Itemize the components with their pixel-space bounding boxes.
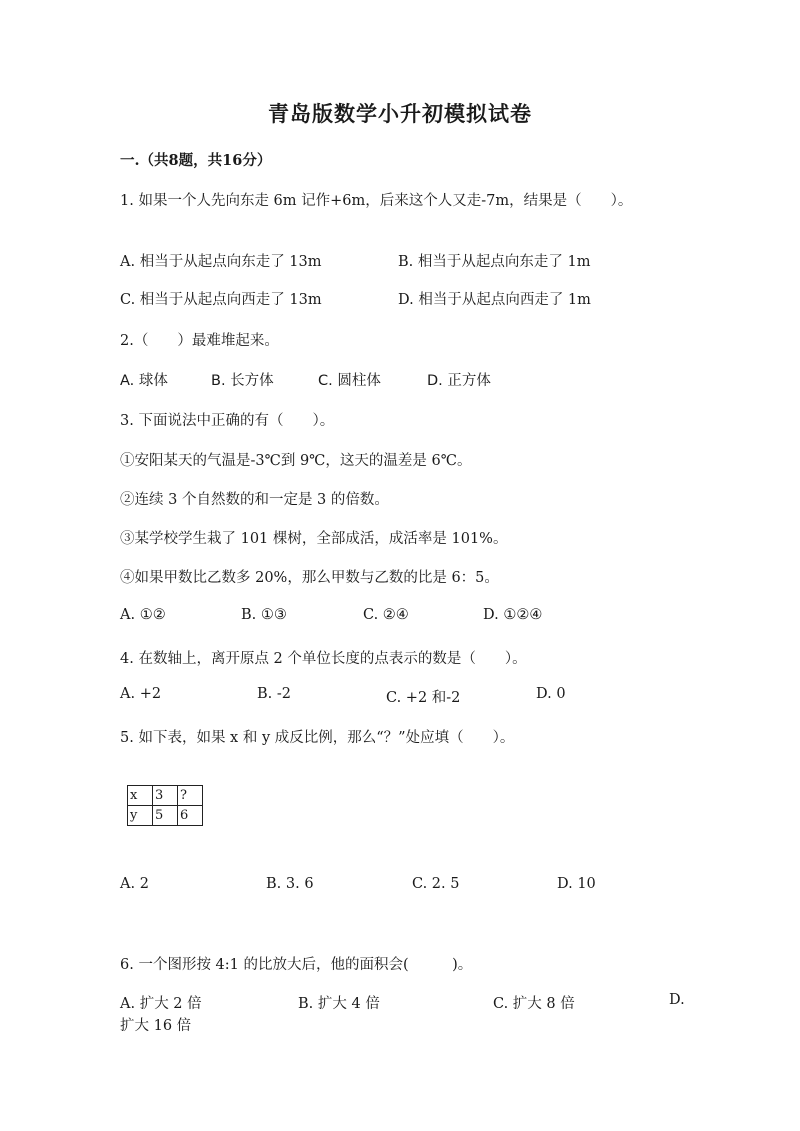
q4-option-c: C. +2 和-2 [386,690,461,706]
q3-option-b: B. ①③ [241,607,287,623]
question-3-stem: 3. 下面说法中正确的有（ ）。 [120,413,335,429]
table-cell: x [128,786,153,806]
q3-statement-4: ④如果甲数比乙数多 20%，那么甲数与乙数的比是 6：5。 [120,570,499,586]
q2-option-b: B. 长方体 [211,373,274,389]
q2-option-c: C. 圆柱体 [318,373,381,389]
table-cell: 6 [178,806,203,826]
section-heading: 一.（共8题，共16分） [120,152,272,169]
question-6-stem: 6. 一个图形按 4:1 的比放大后，他的面积会( )。 [120,957,473,973]
q5-option-c: C. 2. 5 [412,876,460,892]
q3-statement-2: ②连续 3 个自然数的和一定是 3 的倍数。 [120,492,389,508]
q4-option-d: D. 0 [536,686,566,702]
q6-option-d-continued: 扩大 16 倍 [120,1018,192,1034]
q3-option-d: D. ①②④ [483,607,543,623]
q3-statement-1: ①安阳某天的气温是-3℃到 9℃，这天的温差是 6℃。 [120,453,472,469]
q3-statement-3: ③某学校学生栽了 101 棵树，全部成活，成活率是 101%。 [120,531,508,547]
q4-option-b: B. -2 [257,686,291,702]
q4-option-a: A. +2 [120,686,162,702]
q3-option-c: C. ②④ [363,607,409,623]
q5-option-b: B. 3. 6 [266,876,314,892]
xy-table [127,785,203,826]
table-row [128,806,203,826]
question-5-stem: 5. 如下表，如果 x 和 y 成反比例，那么“？”处应填（ ）。 [120,730,515,746]
q6-option-a: A. 扩大 2 倍 [120,996,202,1012]
question-2-stem: 2.（ ）最难堆起来。 [120,333,279,349]
q6-option-d: D. [669,992,685,1008]
table-cell: 3 [153,786,178,806]
q6-option-c: C. 扩大 8 倍 [493,996,575,1012]
q6-option-b: B. 扩大 4 倍 [298,996,380,1012]
q3-option-a: A. ①② [120,607,166,623]
table-cell: 5 [153,806,178,826]
page-title: 青岛版数学小升初模拟试卷 [268,101,532,126]
q1-option-a: A. 相当于从起点向东走了 13m [120,254,322,270]
q1-option-b: B. 相当于从起点向东走了 1m [398,254,591,270]
table-cell: y [128,806,153,826]
question-4-stem: 4. 在数轴上，离开原点 2 个单位长度的点表示的数是（ ）。 [120,651,527,667]
q1-option-d: D. 相当于从起点向西走了 1m [398,292,591,308]
q1-option-c: C. 相当于从起点向西走了 13m [120,292,322,308]
q5-option-d: D. 10 [557,876,596,892]
table-cell: ? [178,786,203,806]
q2-option-d: D. 正方体 [427,373,491,389]
q2-option-a: A. 球体 [120,373,168,389]
table-row [128,786,203,806]
question-1-stem: 1. 如果一个人先向东走 6m 记作+6m，后来这个人又走-7m，结果是（ ）。 [120,193,633,209]
q5-option-a: A. 2 [120,876,149,892]
